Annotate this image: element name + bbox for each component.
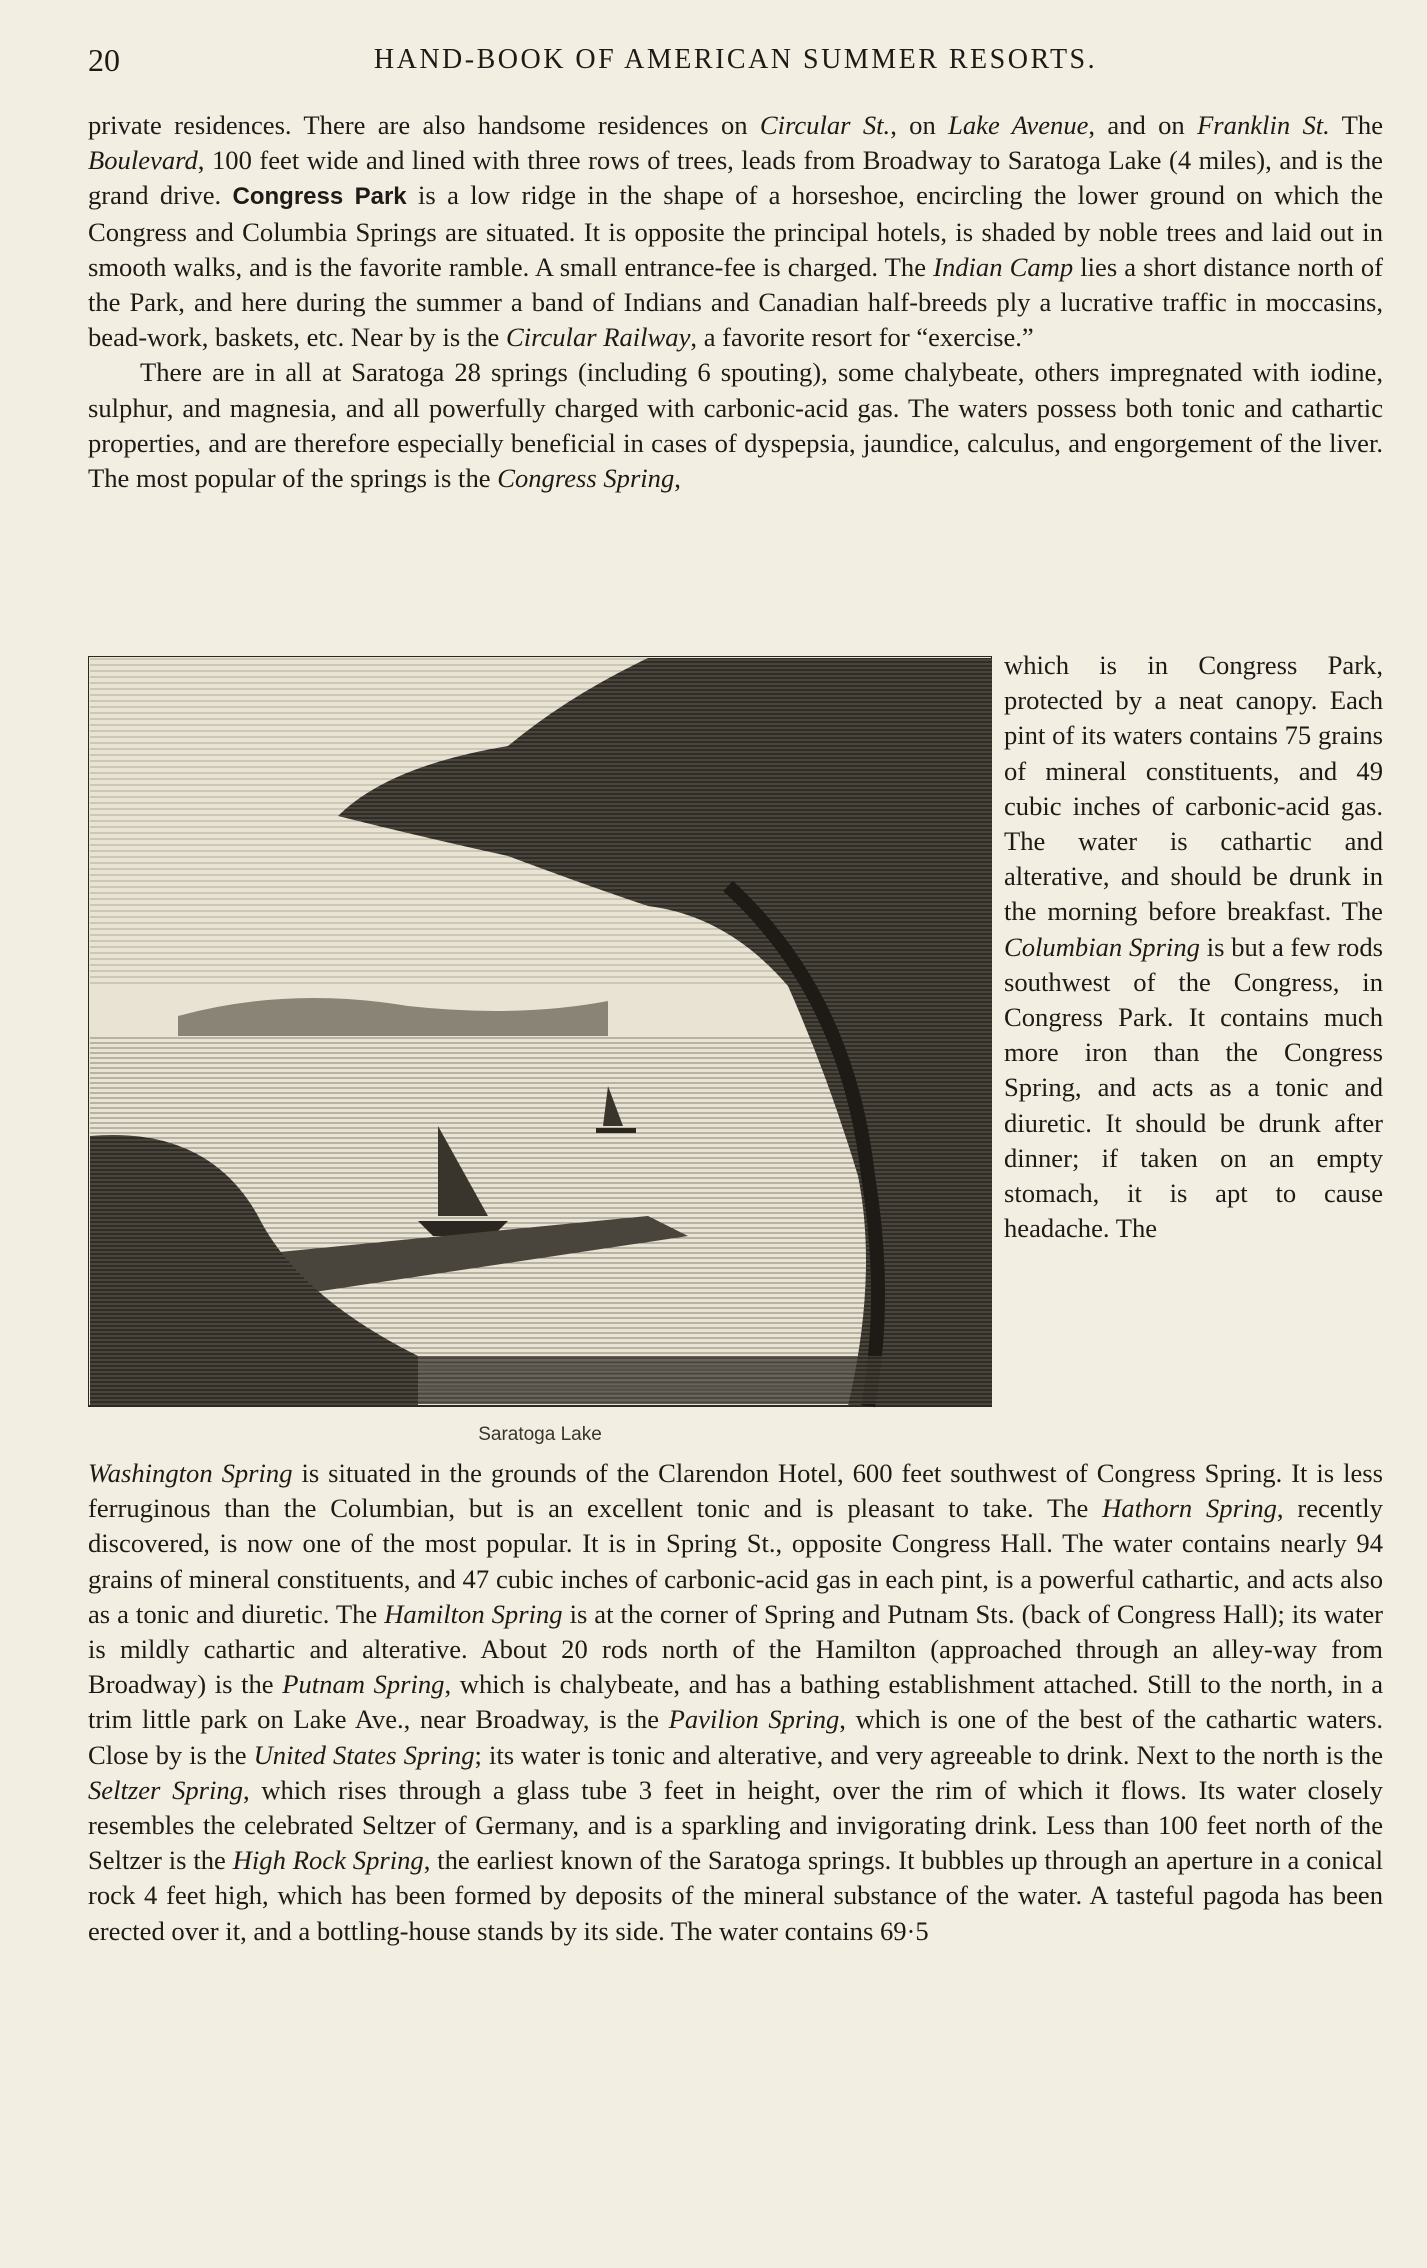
paragraph-2: There are in all at Saratoga 28 springs (including 6 spouting), some chalybeate, others impregnated with iodine, sulphur, and magnesia, and all powerfully charged with carbonic-acid gas. The waters possess both tonic and cathartic properties, and are therefore especially beneficial in cases of dyspepsia, jaundice, calculus, and engorgement of the liver. The most popular of the springs is the Congress Spring,: [88, 357, 1383, 494]
wrapped-side-text: [1004, 648, 1383, 1246]
side-paragraph: which is in Congress Park, protected by a neat canopy. Each pint of its waters contains 75 grains of mineral constituents, and 49 cubic inches of carbonic-acid gas. The water is cathartic and alterative, and should be drunk in the morning before breakfast. The Columbian Spring is but a few rods southwest of the Congress, in Congress Park. It contains much more iron than the Congress Spring, and acts as a tonic and diuretic. It should be drunk after dinner; if taken on an empty stomach, it is apt to cause headache. The: [1004, 650, 1384, 1244]
page-header: [88, 40, 1383, 80]
saratoga-lake-illustration: [88, 656, 992, 1445]
body-text-top: [88, 108, 1383, 496]
page-number: 20: [88, 42, 120, 78]
body-text-bottom: [88, 1456, 1383, 1949]
paragraph-3: Washington Spring is situated in the grounds of the Clarendon Hotel, 600 feet southwest of Congress Spring. It is less ferruginous than the Columbian, but is an excellent tonic and is pleasant to take. The Hathorn Spring, recently discovered, is now one of the most popular. It is in Spring St., opposite Congress Hall. The water contains nearly 94 grains of mineral constituents, and 47 cubic inches of carbonic-acid gas in each pint, is a powerful cathartic, and acts also as a tonic and diuretic. The Hamilton Spring is at the corner of Spring and Putnam Sts. (back of Congress Hall); its water is mildly cathartic and alterative. About 20 rods north of the Hamilton (approached through an alley-way from Broadway) is the Putnam Spring, which is chalybeate, and has a bathing establishment attached. Still to the north, in a trim little park on Lake Ave., near Broadway, is the Pavilion Spring, which is one of the best of the cathartic waters. Close by is the United States Spring; its water is tonic and alterative, and very agreeable to drink. Next to the north is the Seltzer Spring, which rises through a glass tube 3 feet in height, over the rim of which it flows. Its water closely resembles the celebrated Seltzer of Germany, and is a sparkling and invigorating drink. Less than 100 feet north of the Seltzer is the High Rock Spring, the earliest known of the Saratoga springs. It bubbles up through an aperture in a conical rock 4 feet high, which has been formed by deposits of the mineral substance of the water. A tasteful pagoda has been erected over it, and a bottling-house stands by its side. The water contains 69·5: [88, 1458, 1384, 1946]
paragraph-1: private residences. There are also handsome residences on Circular St., on Lake Avenue, and on Franklin St. The Boulevard, 100 feet wide and lined with three rows of trees, leads from Broadway to Saratoga Lake (4 miles), and is the grand drive. Congress Park is a low ridge in the shape of a horseshoe, encircling the lower ground on which the Congress and Columbia Springs are situated. It is opposite the principal hotels, is shaded by noble trees and laid out in smooth walks, and is the favorite ramble. A small entrance-fee is charged. The Indian Camp lies a short distance north of the Park, and here during the summer a band of Indians and Canadian half-breeds ply a lucrative traffic in moccasins, bead-work, baskets, etc. Near by is the Circular Railway, a favorite resort for “exercise.”: [88, 110, 1384, 353]
figure-caption: Saratoga Lake: [478, 1424, 602, 1445]
running-title: HAND-BOOK OF AMERICAN SUMMER RESORTS.: [373, 44, 1098, 75]
engraving-image: [88, 656, 992, 1416]
